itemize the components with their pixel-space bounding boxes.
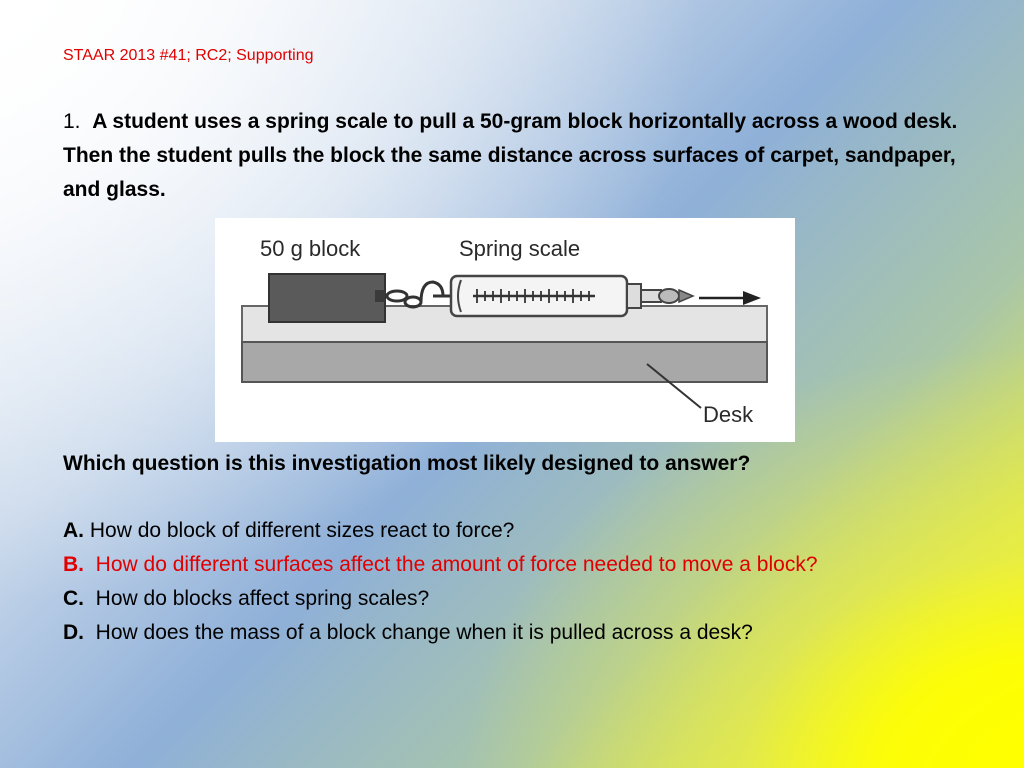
choice-c[interactable]	[63, 582, 963, 616]
question-text	[63, 105, 973, 207]
question-body: A student uses a spring scale to pull a 50-gram block horizontally across a wood desk. Then the student pulls the block the same distance across surfaces of carpet, sandpaper, and glass.	[63, 110, 958, 201]
chain-link	[405, 297, 421, 307]
question-number: 1.	[63, 110, 81, 133]
choice-d[interactable]	[63, 616, 963, 650]
block	[269, 274, 385, 322]
choice-letter: D.	[63, 621, 84, 644]
choice-letter: A.	[63, 519, 84, 542]
scale-tip	[679, 290, 693, 302]
scale-end-cap	[627, 284, 641, 308]
scale-hook	[421, 282, 443, 302]
pull-arrow-head	[743, 291, 761, 305]
scale-label: Spring scale	[459, 236, 581, 261]
choice-b[interactable]	[63, 548, 963, 582]
slide-header: STAAR 2013 #41; RC2; Supporting	[63, 47, 314, 64]
block-hook-mount	[375, 290, 385, 302]
choice-a[interactable]	[63, 514, 963, 548]
question-prompt: Which question is this investigation most likely designed to answer?	[63, 452, 751, 475]
answer-choices	[63, 514, 963, 650]
block-label: 50 g block	[260, 236, 361, 261]
scale-knob	[659, 289, 679, 303]
choice-letter: B.	[63, 553, 84, 576]
choice-text: How do blocks affect spring scales?	[95, 587, 430, 610]
choice-text: How do block of different sizes react to force?	[89, 519, 515, 542]
chain-link	[387, 291, 407, 301]
desk-label: Desk	[703, 402, 754, 427]
scale-ticks	[477, 289, 589, 303]
choice-text: How do different surfaces affect the amount of force needed to move a block?	[95, 553, 818, 576]
choice-letter: C.	[63, 587, 84, 610]
choice-text: How does the mass of a block change when it is pulled across a desk?	[95, 621, 753, 644]
spring-scale-diagram	[215, 218, 795, 442]
desk-front	[242, 342, 767, 382]
